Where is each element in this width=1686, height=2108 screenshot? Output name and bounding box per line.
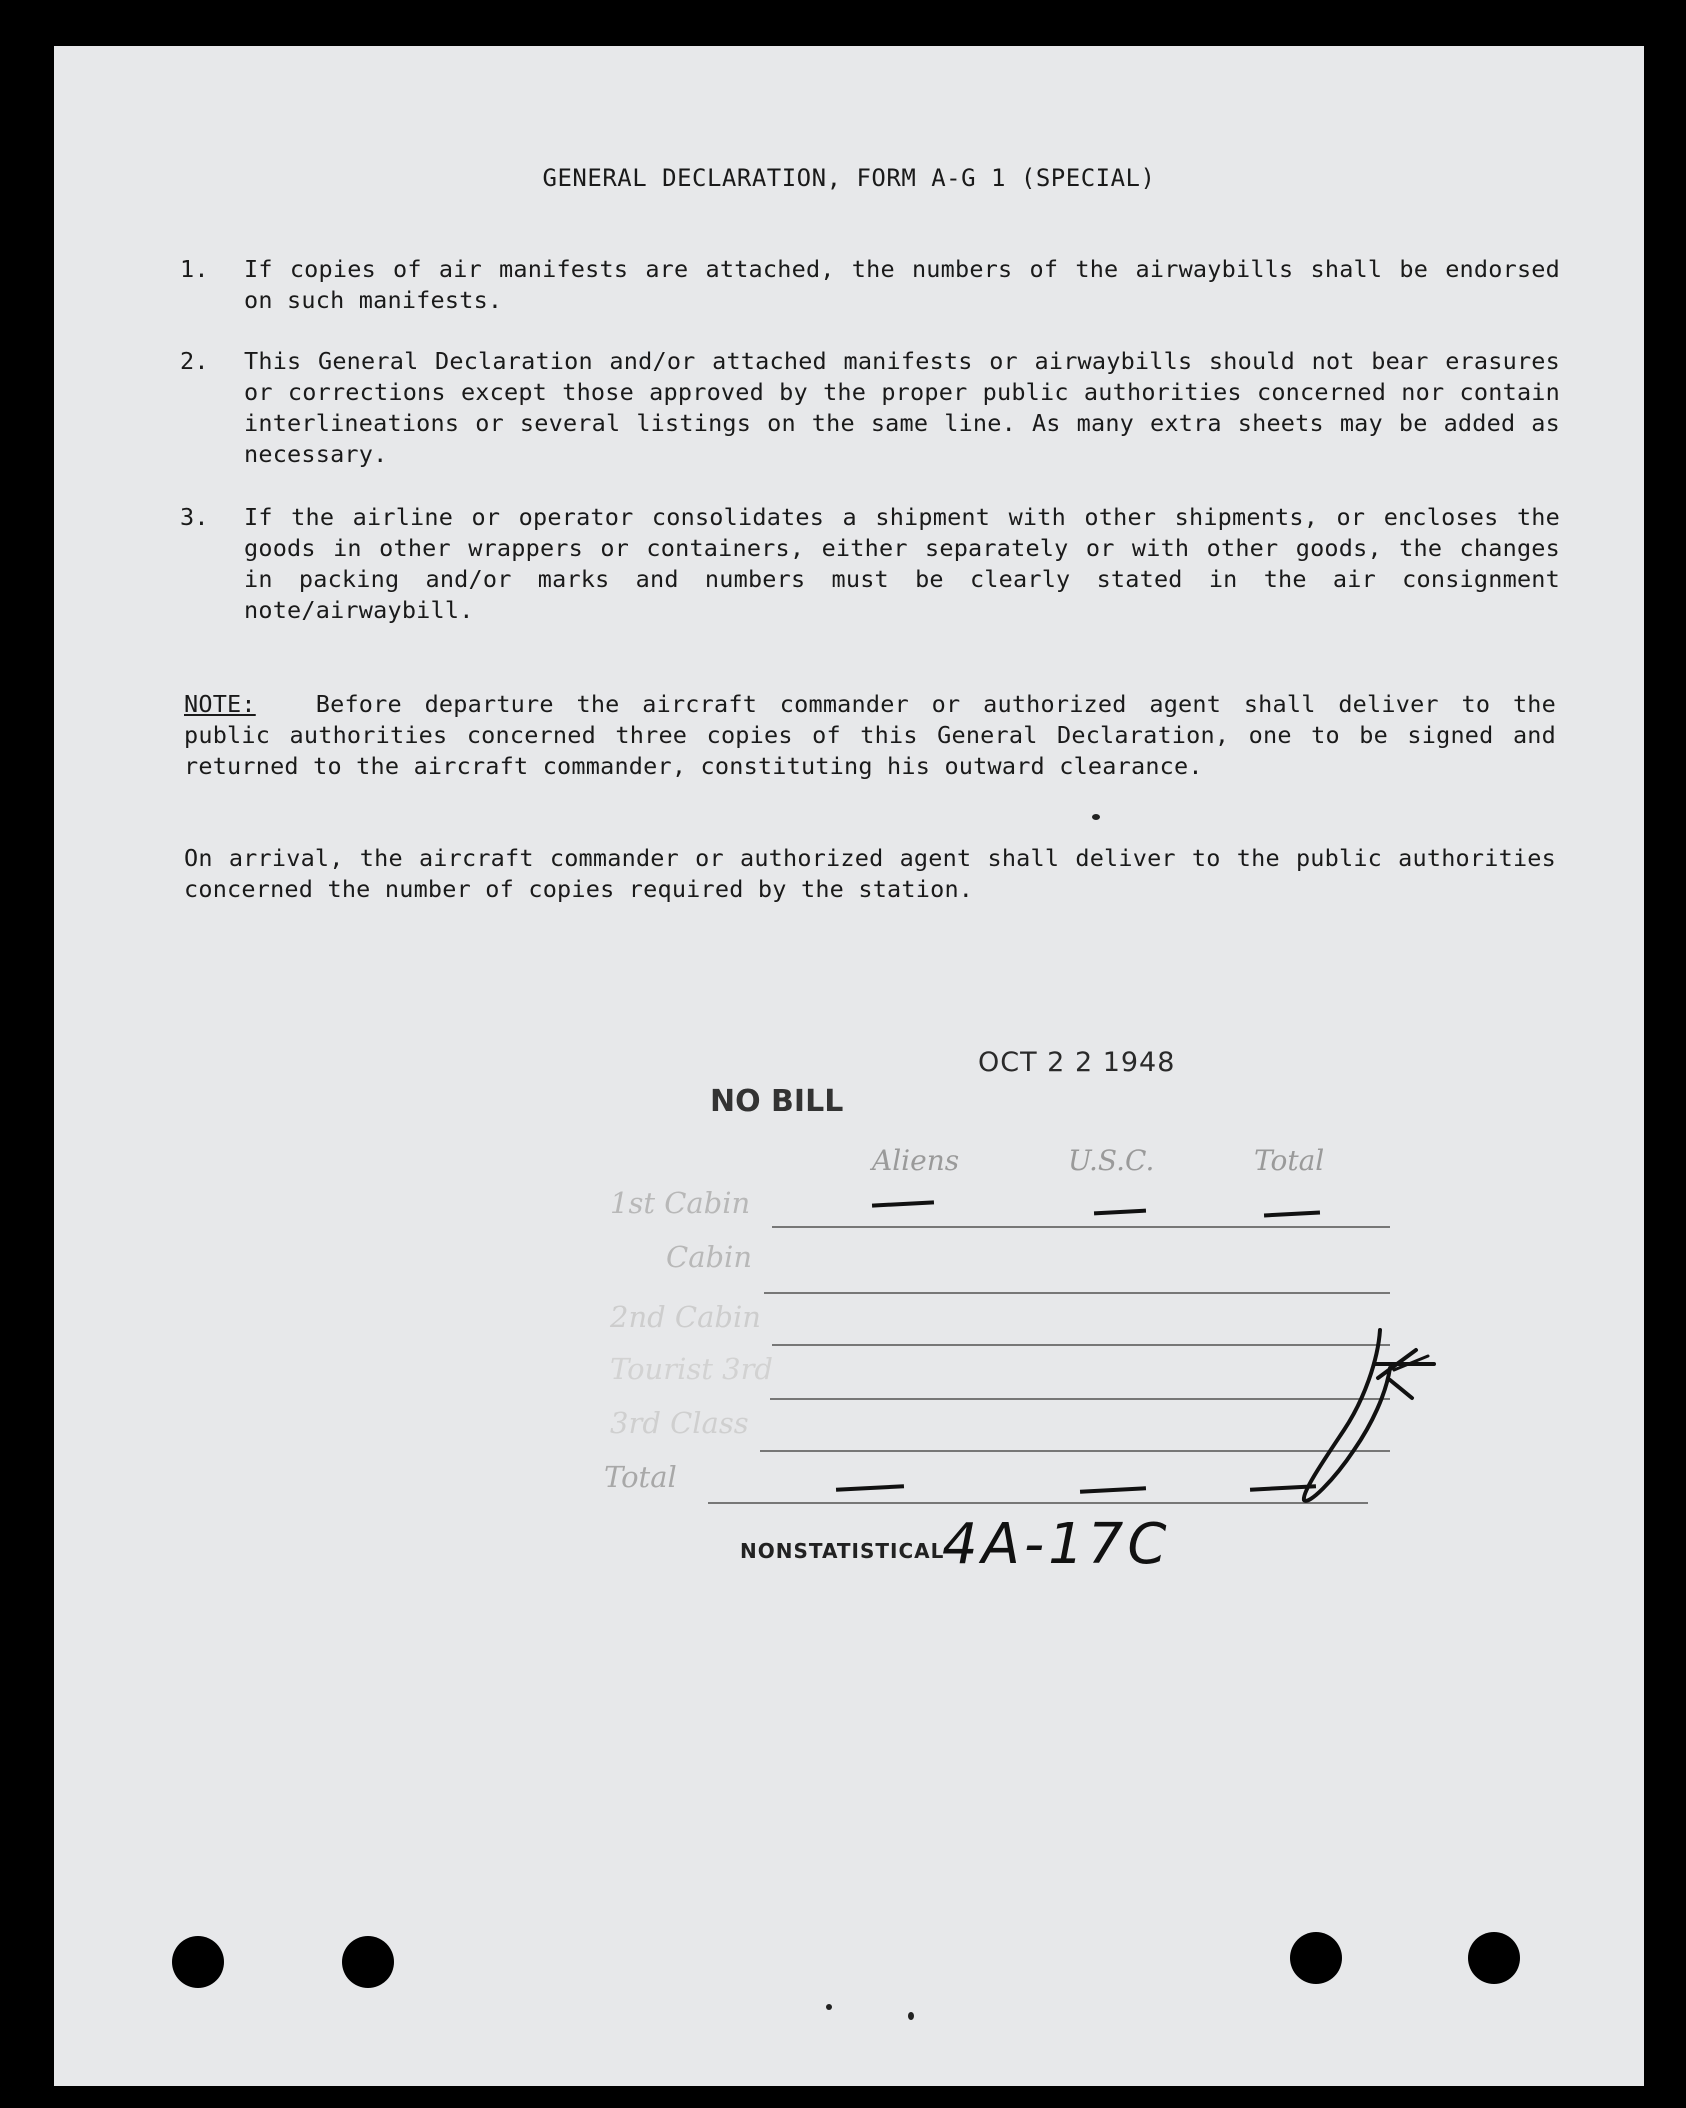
note-text: Before departure the aircraft commander or authorized agent shall deliver to the public authorities concerned three copies of this General Declaration, one to be signed and returned to the aircraft commander, constituting his outward clearance. — [184, 690, 1556, 780]
punch-hole — [172, 1936, 224, 1988]
item-text: This General Declaration and/or attached manifests or airwaybills should not bear erasures or corrections except those approved by the proper public authorities concerned nor contain interlineations or several listings on the same line. As many extra sheets may be added as necessary. — [244, 347, 1560, 468]
punch-hole — [342, 1936, 394, 1988]
row-label-1st-cabin: 1st Cabin — [610, 1186, 751, 1220]
column-header-total: Total — [1254, 1144, 1325, 1177]
item-text: If the airline or operator consolidates a shipment with other shipments, or encloses the goods in other wrappers or containers, either separately or with other goods, the changes in packing and/or marks and numbers must be clearly stated in the air consignment note/airwaybill. — [244, 503, 1560, 624]
handwritten-initials — [1294, 1320, 1514, 1520]
document-page — [54, 46, 1644, 2086]
dash-mark — [1264, 1211, 1320, 1218]
speck — [1092, 814, 1100, 820]
item-number: 1. — [180, 255, 209, 283]
column-header-usc: U.S.C. — [1068, 1144, 1155, 1177]
date-stamp: OCT 2 2 1948 — [978, 1047, 1176, 1078]
dash-mark — [1080, 1486, 1146, 1493]
dash-mark — [872, 1200, 934, 1207]
arrival-paragraph: On arrival, the aircraft commander or authorized agent shall deliver to the public authorities concerned the number of copies required by the station. — [184, 844, 1556, 903]
no-bill-stamp: NO BILL — [710, 1084, 844, 1119]
rule-line — [772, 1226, 1390, 1228]
row-label-2nd-cabin: 2nd Cabin — [610, 1300, 761, 1334]
handwritten-code: 4A-17C — [942, 1512, 1171, 1577]
speck — [826, 2004, 832, 2010]
column-header-aliens: Aliens — [872, 1144, 960, 1177]
row-label-3rd-class: 3rd Class — [610, 1406, 749, 1440]
rule-line — [764, 1292, 1390, 1294]
row-label-tourist-3rd: Tourist 3rd — [610, 1352, 773, 1386]
punch-hole — [1468, 1932, 1520, 1984]
document-title: GENERAL DECLARATION, FORM A-G 1 (SPECIAL) — [542, 164, 1156, 192]
note-paragraph — [184, 689, 1556, 782]
item-number: 2. — [180, 347, 209, 375]
row-label-cabin: Cabin — [666, 1240, 752, 1274]
nonstatistical-stamp: NONSTATISTICAL — [740, 1539, 945, 1563]
dash-mark — [1094, 1209, 1146, 1216]
dash-mark — [836, 1484, 904, 1492]
note-label: NOTE: — [184, 690, 256, 718]
rule-line — [708, 1502, 1368, 1504]
bleed-through-text — [504, 1746, 522, 1781]
punch-hole — [1290, 1932, 1342, 1984]
item-number: 3. — [180, 503, 209, 531]
item-text: If copies of air manifests are attached, the numbers of the airwaybills shall be endorsed on such manifests. — [244, 255, 1560, 314]
row-label-total: Total — [604, 1460, 677, 1494]
speck — [908, 2012, 914, 2020]
